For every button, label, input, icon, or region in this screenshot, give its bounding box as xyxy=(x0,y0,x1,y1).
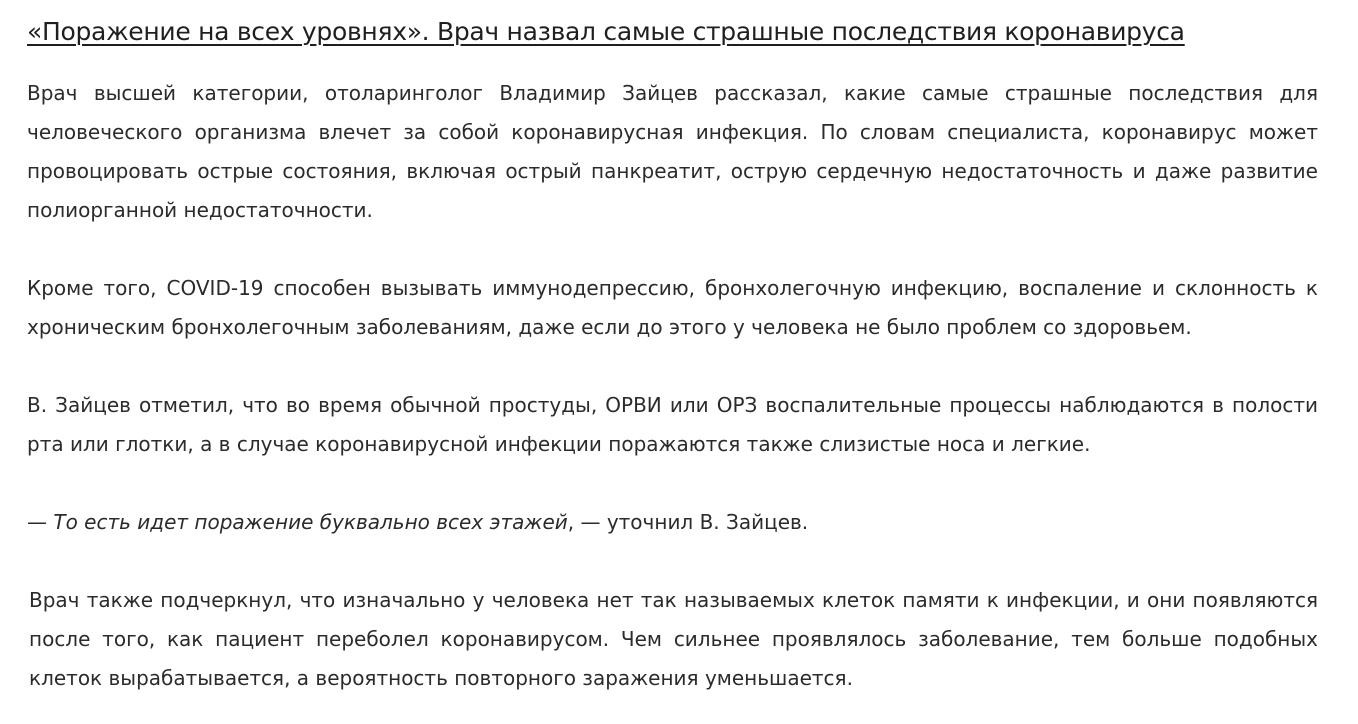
paragraph-symptoms: Врач высшей категории, отоларинголог Владимир Зайцев рассказал, какие самые страшные последствия для человеческого организма влечет за собой коронавирусная инфекция. По словам специалиста, коронавирус может провоцировать острые состояния, включая острый панкреатит, острую сердечную недостаточность и даже развитие полиорганной недостаточности. xyxy=(27,81,1318,222)
paragraph-memory-cells: Врач также подчеркнул, что изначально у человека нет так называемых клеток памяти к инфекции, и они появляются после того, как пациент переболел коронавирусом. Чем сильнее проявлялось заболевание, тем больше подобных клеток вырабатывается, а вероятность повторного заражения уменьшается. xyxy=(29,588,1318,690)
article-headline-link[interactable]: «Поражение на всех уровнях». Врач назвал самые страшные последствия коронавируса xyxy=(27,17,1185,46)
paragraph-inflammation: В. Зайцев отметил, что во время обычной простуды, ОРВИ или ОРЗ воспалительные процессы наблюдаются в полости рта или глотки, а в случае коронавирусной инфекции поражаются также слизистые носа и легкие. xyxy=(27,393,1318,456)
paragraph-covid-effects: Кроме того, COVID-19 способен вызывать иммунодепрессию, бронхолегочную инфекцию, воспаление и склонность к хроническим бронхолегочным заболеваниям, даже если до этого у человека не было проблем со здоровьем. xyxy=(27,276,1318,339)
quote-paragraph xyxy=(27,503,1318,542)
quote-attribution: , — уточнил В. Зайцев. xyxy=(567,510,809,534)
quote-text: — То есть идет поражение буквально всех этажей xyxy=(27,510,568,534)
